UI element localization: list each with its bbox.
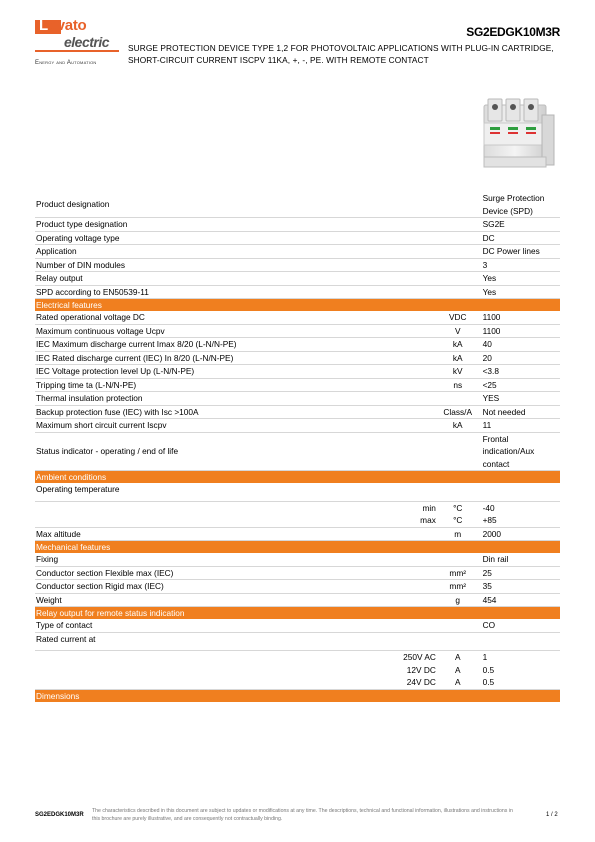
row-label: Conductor section Rigid max (IEC)	[35, 580, 368, 594]
row-value: SG2E	[479, 218, 560, 232]
section-title: Dimensions	[35, 689, 560, 702]
section-header-electrical	[35, 299, 560, 312]
table-row	[35, 378, 560, 392]
row-value: YES	[479, 392, 560, 406]
logo-subword: electric	[64, 34, 110, 50]
row-label: Max altitude	[35, 527, 368, 541]
row-value: Din rail	[479, 553, 560, 566]
table-row	[35, 218, 560, 232]
table-row	[35, 651, 560, 664]
table-row	[35, 338, 560, 352]
row-unit: ns	[437, 378, 479, 392]
row-label: Number of DIN modules	[35, 258, 368, 272]
row-unit: VDC	[437, 311, 479, 324]
row-unit	[437, 432, 479, 471]
row-value: Not needed	[479, 405, 560, 419]
row-label: Fixing	[35, 553, 368, 566]
table-row	[35, 664, 560, 677]
table-row	[35, 483, 560, 501]
table-row	[35, 632, 560, 651]
row-value: 454	[479, 593, 560, 607]
row-value: +85	[479, 514, 560, 527]
table-row	[35, 419, 560, 433]
row-value: 0.5	[479, 676, 560, 689]
table-row	[35, 566, 560, 580]
row-unit: kV	[437, 365, 479, 379]
row-unit	[437, 392, 479, 406]
row-unit: mm²	[437, 566, 479, 580]
row-value: 3	[479, 258, 560, 272]
footer-disclaimer: The characteristics described in this document are subject to updates or modifications at any time. The descriptions, technical and functional information, illustrations and instructions in this brochure are purely illustrative, and are consequently not contractually binding.	[92, 808, 513, 822]
row-value: Surge Protection Device (SPD)	[479, 192, 560, 218]
row-label: Weight	[35, 593, 368, 607]
row-value: 0.5	[482, 664, 495, 675]
table-row	[35, 351, 560, 365]
table-row	[35, 392, 560, 406]
row-value: DC	[479, 231, 560, 245]
row-label: IEC Maximum discharge current Imax 8/20 (L-N/N-PE)	[35, 338, 368, 352]
row-label: Relay output	[35, 272, 368, 286]
row-unit: V	[437, 324, 479, 338]
row-value: -40	[482, 502, 495, 513]
row-label: Tripping time ta (L-N/N-PE)	[35, 378, 368, 392]
row-value: 25	[479, 566, 560, 580]
section-header-relay	[35, 607, 560, 620]
row-unit: A	[437, 676, 479, 689]
row-label: Conductor section Flexible max (IEC)	[35, 566, 368, 580]
row-value: 2000	[479, 527, 560, 541]
row-unit: g	[437, 593, 479, 607]
table-row	[35, 501, 560, 514]
table-row	[35, 245, 560, 259]
row-label: Operating temperature	[35, 483, 368, 501]
section-header-dimensions	[35, 689, 560, 702]
table-row	[35, 324, 560, 338]
row-value: Frontal indication/Aux contact	[479, 432, 560, 471]
logo-underline	[35, 50, 119, 52]
row-sublabel: 250V AC	[403, 652, 436, 662]
section-header-ambient	[35, 471, 560, 484]
row-label: Type of contact	[35, 619, 368, 632]
row-label: Product type designation	[35, 218, 368, 232]
section-title: Mechanical features	[35, 541, 560, 554]
brand-logo	[35, 18, 119, 68]
row-label: Thermal insulation protection	[35, 392, 368, 406]
section-title: Relay output for remote status indication	[35, 607, 560, 620]
row-unit: °C	[453, 502, 463, 513]
table-row	[35, 580, 560, 594]
row-sublabel: 24V DC	[368, 676, 437, 689]
table-row	[35, 514, 560, 527]
row-unit: A	[454, 664, 461, 675]
table-row	[35, 311, 560, 324]
row-label: Backup protection fuse (IEC) with Isc >100A	[35, 405, 368, 419]
product-description: SURGE PROTECTION DEVICE TYPE 1,2 FOR PHOTOVOLTAIC APPLICATIONS WITH PLUG-IN CARTRIDGE, SHORT-CIRCUIT CURRENT ISCPV 11KA, +, -, PE. WITH REMOTE CONTACT	[128, 43, 554, 65]
table-row	[35, 676, 560, 689]
row-value: CO	[479, 619, 560, 632]
row-label: SPD according to EN50539-11	[35, 285, 368, 299]
row-value: <3.8	[479, 365, 560, 379]
row-unit: A	[454, 652, 461, 662]
product-code: SG2EDGK10M3R	[466, 25, 560, 39]
row-value: Yes	[479, 272, 560, 286]
row-value: <25	[479, 378, 560, 392]
section-title: Ambient conditions	[35, 471, 560, 484]
row-unit: kA	[437, 419, 479, 433]
row-value: 1100	[479, 324, 560, 338]
row-label: IEC Rated discharge current (IEC) In 8/20 (L-N/N-PE)	[35, 351, 368, 365]
row-label: Maximum short circuit current Iscpv	[35, 419, 368, 433]
row-label: Rated current at	[35, 632, 368, 651]
row-value: 35	[479, 580, 560, 594]
row-sublabel: min	[422, 502, 436, 513]
table-row	[35, 432, 560, 471]
row-label: Rated operational voltage DC	[35, 311, 368, 324]
product-image	[478, 95, 558, 177]
section-header-mechanical	[35, 541, 560, 554]
row-value: 40	[479, 338, 560, 352]
footer-product-code: SG2EDGK10M3R	[35, 812, 84, 818]
row-label: Status indicator - operating / end of life	[35, 432, 368, 471]
table-row	[35, 593, 560, 607]
spec-table	[35, 192, 560, 702]
table-row	[35, 527, 560, 541]
table-row	[35, 272, 560, 286]
row-unit: °C	[437, 514, 479, 527]
row-unit: mm²	[437, 580, 479, 594]
logo-wordmark: Lovato	[39, 17, 87, 34]
row-sublabel: 12V DC	[406, 664, 436, 675]
table-row	[35, 405, 560, 419]
row-label: Product designation	[35, 192, 368, 218]
row-unit: Class/A	[437, 405, 479, 419]
row-value: Yes	[479, 285, 560, 299]
table-row	[35, 285, 560, 299]
row-unit: kA	[437, 338, 479, 352]
row-value: 11	[479, 419, 560, 433]
row-label: Operating voltage type	[35, 231, 368, 245]
section-title: Electrical features	[35, 299, 560, 312]
table-row	[35, 553, 560, 566]
row-unit: kA	[437, 351, 479, 365]
table-row	[35, 192, 560, 218]
row-value: 1	[482, 652, 488, 662]
page-number: 1 / 2	[546, 812, 558, 818]
table-row	[35, 619, 560, 632]
row-sublabel: max	[368, 514, 437, 527]
row-value: DC Power lines	[479, 245, 560, 259]
row-value: 1100	[479, 311, 560, 324]
row-unit	[437, 553, 479, 566]
row-value: 20	[479, 351, 560, 365]
row-label: Application	[35, 245, 368, 259]
table-row	[35, 365, 560, 379]
table-row	[35, 258, 560, 272]
brand-tagline: Energy and Automation	[35, 60, 97, 66]
table-row	[35, 231, 560, 245]
row-unit: m	[437, 527, 479, 541]
row-label: IEC Voltage protection level Up (L-N/N-PE)	[35, 365, 368, 379]
row-label: Maximum continuous voltage Ucpv	[35, 324, 368, 338]
